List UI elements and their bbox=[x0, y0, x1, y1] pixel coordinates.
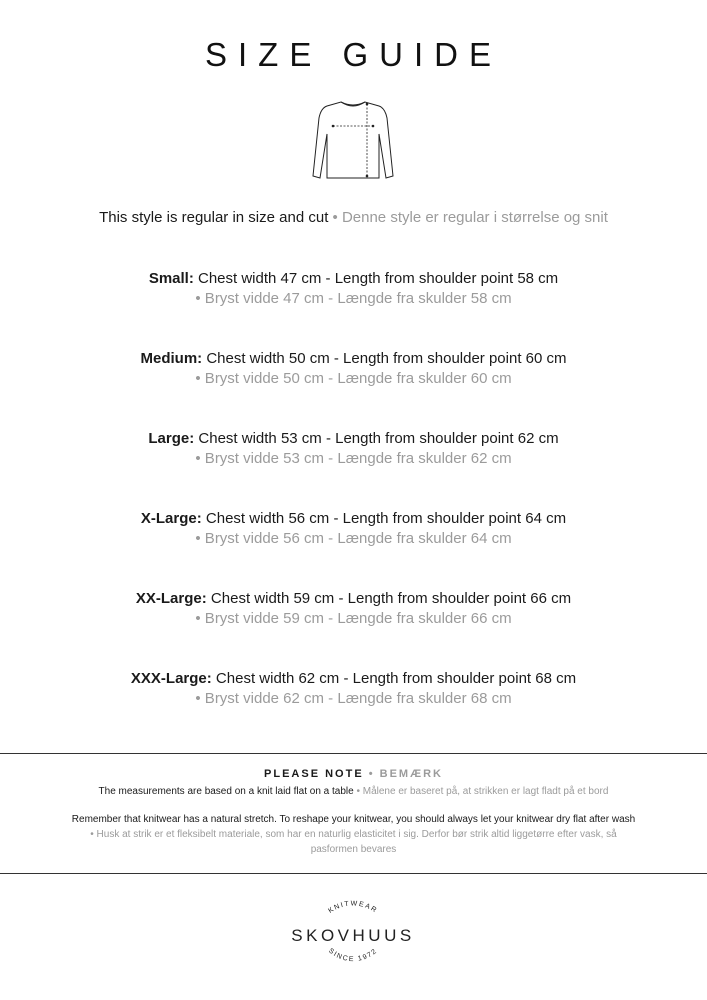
size-label: X-Large: bbox=[140, 510, 202, 527]
page-title: SIZE GUIDE bbox=[204, 36, 503, 73]
logo-wordmark: SKOVHUUS bbox=[291, 926, 415, 945]
note-line-da: • Husk at strik er et fleksibelt materiale, som har en naturlig elasticitet i sig. Derfor bør strik altid liggetørre efter vask, så pasformen bevares bbox=[90, 829, 617, 855]
divider bbox=[0, 873, 707, 874]
size-measure-en: Chest width 56 cm - Length from shoulder point 64 cm bbox=[205, 510, 567, 527]
sweater-measure-icon bbox=[303, 98, 403, 184]
size-entry bbox=[0, 269, 707, 309]
size-label: Large: bbox=[148, 430, 195, 447]
size-entry bbox=[0, 429, 707, 469]
size-label: Medium: bbox=[140, 350, 203, 367]
note-heading-da: • BEMÆRK bbox=[368, 768, 443, 780]
svg-text:SINCE 1972 bbox=[327, 948, 379, 964]
size-measure-da: • Bryst vidde 62 cm - Længde fra skulder 68 cm bbox=[195, 690, 512, 707]
size-measure-en: Chest width 59 cm - Length from shoulder point 66 cm bbox=[210, 590, 572, 607]
note-line-en: Remember that knitwear has a natural stretch. To reshape your knitwear, you should always let your knitwear dry flat after wash bbox=[71, 814, 636, 825]
brand-logo bbox=[273, 893, 433, 977]
size-measure-en: Chest width 62 cm - Length from shoulder point 68 cm bbox=[215, 670, 577, 687]
note-line bbox=[40, 784, 667, 799]
size-entry bbox=[0, 669, 707, 709]
size-measure-en: Chest width 47 cm - Length from shoulder point 58 cm bbox=[198, 270, 559, 287]
fit-description bbox=[0, 209, 707, 226]
size-measure-da: • Bryst vidde 53 cm - Længde fra skulder 62 cm bbox=[195, 450, 512, 467]
note-line bbox=[70, 812, 637, 857]
size-entry bbox=[0, 589, 707, 629]
logo-arc-bottom: SINCE 1972 bbox=[327, 947, 379, 964]
svg-text:KNITWEAR bbox=[327, 900, 378, 914]
size-entry bbox=[0, 349, 707, 389]
size-measure-da: • Bryst vidde 47 cm - Længde fra skulder 58 cm bbox=[195, 290, 512, 307]
fit-description-da: • Denne style er regular i størrelse og snit bbox=[332, 209, 608, 226]
size-label: XX-Large: bbox=[135, 590, 207, 607]
note-heading-en: PLEASE NOTE bbox=[264, 768, 364, 780]
fit-description-en: This style is regular in size and cut bbox=[99, 209, 329, 226]
size-measure-en: Chest width 50 cm - Length from shoulder point 60 cm bbox=[206, 350, 567, 367]
size-measure-en: Chest width 53 cm - Length from shoulder point 62 cm bbox=[198, 430, 559, 447]
divider bbox=[0, 753, 707, 754]
note-line-da: • Målene er baseret på, at strikken er lagt fladt på et bord bbox=[356, 786, 609, 797]
logo-arc-top: KNITWEAR bbox=[327, 900, 379, 915]
size-measure-da: • Bryst vidde 59 cm - Længde fra skulder 66 cm bbox=[195, 610, 512, 627]
size-entry bbox=[0, 509, 707, 549]
note-line-en: The measurements are based on a knit laid flat on a table bbox=[98, 786, 354, 797]
size-label: Small: bbox=[148, 270, 194, 287]
size-measure-da: • Bryst vidde 56 cm - Længde fra skulder 64 cm bbox=[195, 530, 512, 547]
note-heading bbox=[0, 768, 707, 780]
size-label: XXX-Large: bbox=[130, 670, 212, 687]
size-measure-da: • Bryst vidde 50 cm - Længde fra skulder 60 cm bbox=[195, 370, 512, 387]
